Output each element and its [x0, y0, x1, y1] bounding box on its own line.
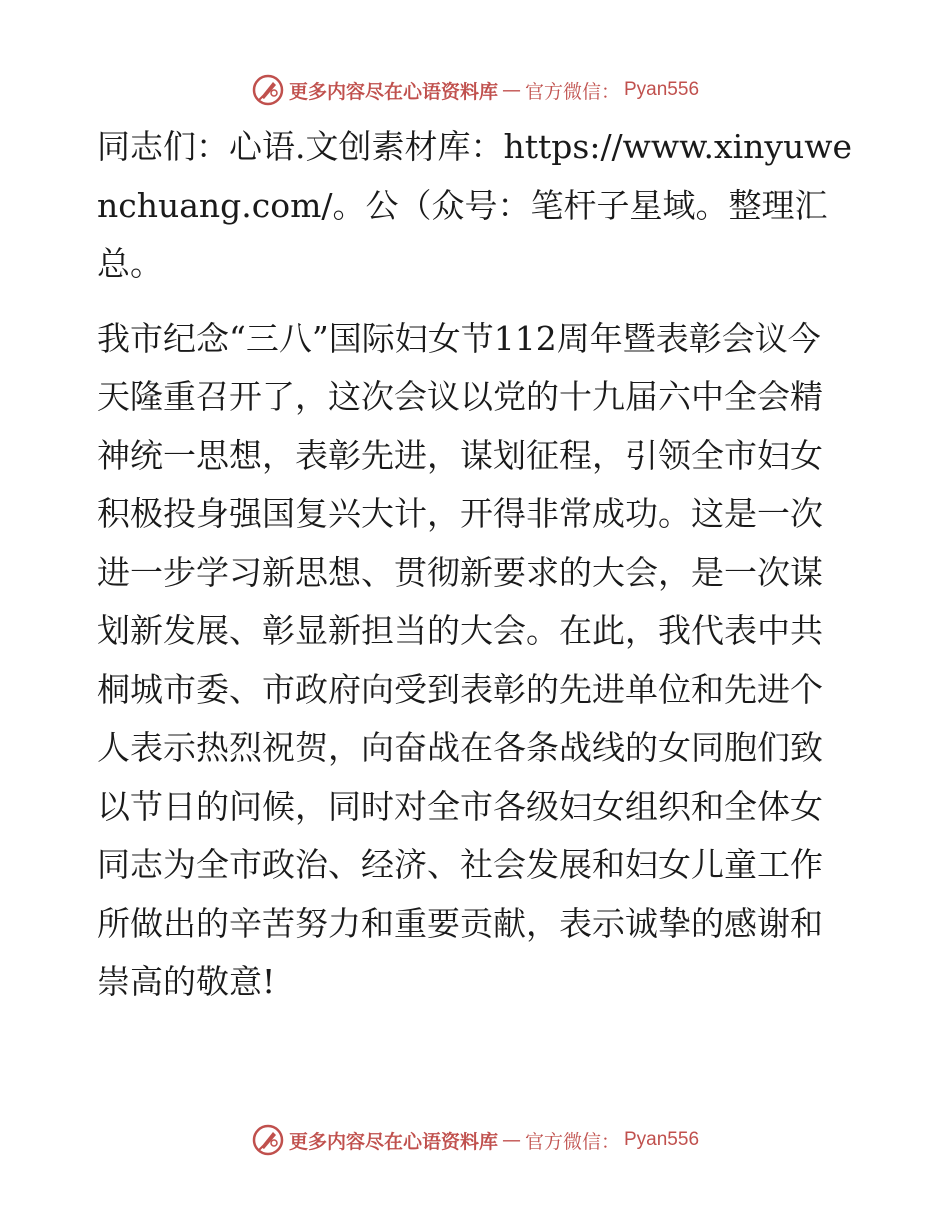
banner-wechat-label: 官方微信：: [524, 80, 620, 103]
banner-separator: —: [501, 1129, 521, 1151]
banner-wechat-id: Pyan556: [624, 79, 700, 100]
paragraph-greeting: 同志们：心语.文创素材库：https://www.xinyuwenchuang.com/。公（众号：笔杆子星域。整理汇总。: [97, 127, 853, 283]
feather-pen-logo-icon: [251, 73, 285, 107]
banner-wechat-label: 官方微信：: [524, 1130, 620, 1153]
footer-banner: [0, 1120, 950, 1160]
paragraph-main: 我市纪念“三八”国际妇女节112周年暨表彰会议今天隆重召开了，这次会议以党的十九届六中全会精神统一思想，表彰先进，谋划征程，引领全市妇女积极投身强国复兴大计，开得非常成功。这是一次进一步学习新思想、贯彻新要求的大会，是一次谋划新发展、彰显新担当的大会。在此，我代表中共桐城市委、市政府向受到表彰的先进单位和先进个人表示热烈祝贺，向奋战在各条战线的女同胞们致以节日的问候，同时对全市各级妇女组织和全体女同志为全市政治、经济、社会发展和妇女儿童工作所做出的辛苦努力和重要贡献，表示诚挚的感谢和崇高的敬意!: [97, 318, 823, 1001]
banner-wechat-id: Pyan556: [624, 1129, 700, 1150]
feather-pen-logo-icon: [251, 1123, 285, 1157]
banner-separator: —: [501, 79, 521, 101]
footer-banner-content: [251, 1123, 699, 1157]
header-banner-content: [251, 73, 699, 107]
banner-title: 更多内容尽在心语资料库: [288, 1130, 498, 1153]
document-body: [97, 118, 853, 1012]
header-banner: [0, 70, 950, 110]
banner-title: 更多内容尽在心语资料库: [288, 80, 498, 103]
